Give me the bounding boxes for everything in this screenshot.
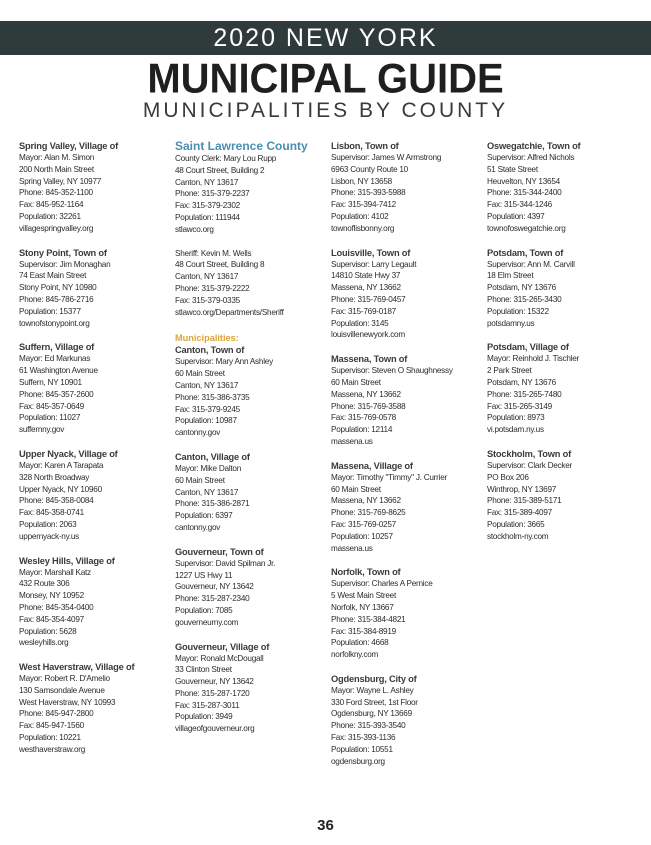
entry-line: Fax: 315-769-0257 [331,519,396,529]
banner-title: 2020 NEW YORK [213,24,438,52]
entry-line: County Clerk: Mary Lou Rupp [175,154,277,163]
entry-line: Phone: 315-393-3540 [331,721,406,731]
entry-line: Fax: 315-379-0335 [175,295,240,305]
entry-line: Phone: 845-786-2716 [19,294,94,304]
entry-line: Phone: 315-265-3430 [487,294,562,304]
entry-line: Population: 12114 [331,425,393,435]
entry-line: Phone: 315-769-3588 [331,401,406,411]
entry-line: Sheriff: Kevin M. Wells [175,248,252,258]
municipality-entry [331,353,481,448]
municipality-entry [175,641,325,736]
entry-line: cantonny.gov [175,522,221,532]
entry-line: Mayor: Mike Dalton [175,463,242,473]
entry-line: 14810 State Hwy 37 [331,271,401,281]
municipality-entry [487,448,637,543]
entry-line: 328 North Broadway [19,472,90,482]
municipality-entry [487,341,637,436]
entry-line: Population: 111944 [175,212,240,222]
municipality-name: Massena, Village of [331,460,413,471]
entry-line: 60 Main Street [331,377,381,387]
entry-line: Population: 3949 [175,712,233,722]
entry-line: massena.us [331,436,373,446]
entry-line: 130 Samsondale Avenue [19,685,105,695]
municipality-entry [487,140,637,235]
entry-line: townoflisbonny.org [331,223,395,233]
municipality-name: West Haverstraw, Village of [19,662,135,673]
municipality-entry [175,546,325,629]
entry-line: cantonny.gov [175,428,221,438]
entry-line: 51 State Street [487,164,538,174]
entry-line: 60 Main Street [175,475,225,485]
entry-line: 330 Ford Street, 1st Floor [331,697,418,707]
entry-line: Supervisor: Clark Decker [487,460,572,470]
entry-line: Phone: 315-384-4821 [331,614,406,624]
municipality-entry [175,451,325,534]
column-4 [487,140,637,555]
entry-line: Supervisor: Mary Ann Ashley [175,357,273,367]
entry-line: townofstonypoint.org [19,318,90,328]
entry-line: Phone: 315-265-7480 [487,389,562,399]
entry-line: 1227 US Hwy 11 [175,570,233,580]
entry-line: Phone: 315-344-2400 [487,188,562,198]
entry-line: Fax: 845-952-1164 [19,200,84,210]
entry-line: Supervisor: Charles A Pernice [331,579,433,589]
entry-line: Supervisor: Ann M. Carvill [487,259,575,269]
municipality-name: Suffern, Village of [19,342,95,353]
entry-line: Population: 10551 [331,744,393,754]
municipality-name: Spring Valley, Village of [19,141,119,151]
entry-line: 432 Route 306 [19,579,70,589]
municipality-name: Gouverneur, Town of [175,546,264,557]
page-number: 36 [317,817,334,834]
entry-line: vi.potsdam.ny.us [487,425,544,435]
municipality-entry [19,448,169,543]
entry-line: Fax: 315-379-9245 [175,404,240,414]
entry-line: Phone: 315-287-1720 [175,688,250,698]
entry-line: townofoswegatchie.org [487,223,566,233]
entry-line: Phone: 315-379-2222 [175,283,250,293]
entry-line: Population: 10987 [175,416,237,426]
page-subtitle: MUNICIPALITIES BY COUNTY [142,99,509,122]
entry-line: 200 North Main Street [19,164,94,174]
entry-line: Fax: 315-379-2302 [175,201,240,211]
municipality-name: Upper Nyack, Village of [19,448,118,459]
column-2 [175,140,325,747]
entry-line: Fax: 315-769-0187 [331,306,396,316]
page-title: MUNICIPAL GUIDE [147,55,504,103]
entry-line: 6963 County Route 10 [331,164,408,174]
entry-line: 74 East Main Street [19,271,87,281]
municipality-entry [19,555,169,650]
municipality-name: Massena, Town of [331,354,408,365]
municipality-name: Wesley Hills, Village of [19,555,115,566]
entry-line: 60 Main Street [331,484,381,494]
municipality-name: Canton, Town of [175,345,245,356]
entry-line: Fax: 845-354-4097 [19,614,84,624]
entry-line: Norfolk, NY 13667 [331,602,394,612]
header-banner [0,21,651,55]
entry-line: 2 Park Street [487,366,532,376]
entry-line: Canton, NY 13617 [175,272,239,282]
entry-line: villageofgouverneur.org [175,724,255,734]
municipality-entry [331,140,481,235]
entry-line: Supervisor: Alfred Nichols [487,153,575,162]
municipality-name: Stockholm, Town of [487,448,572,459]
municipality-entry [331,673,481,768]
entry-line: Stony Point, NY 10980 [19,283,97,293]
municipality-entry [19,247,169,330]
entry-line: Phone: 845-947-2800 [19,709,94,719]
entry-line: Fax: 315-393-1136 [331,733,396,743]
municipality-name: Canton, Village of [175,451,250,462]
entry-line: Winthrop, NY 13697 [487,484,557,494]
entry-line: Phone: 845-354-0400 [19,602,94,612]
entry-line: Canton, NY 13617 [175,487,239,497]
entry-line: Suffern, NY 10901 [19,377,82,387]
entry-line: stlawco.org [175,224,214,234]
entry-line: uppernyack-ny.us [19,531,80,541]
entry-line: Fax: 315-394-7412 [331,200,396,210]
entry-line: PO Box 206 [487,472,529,482]
entry-line: Gouverneur, NY 13642 [175,677,254,687]
entry-line: Lisbon, NY 13658 [331,176,392,186]
municipality-name: Gouverneur, Village of [175,641,270,652]
entry-line: Population: 10221 [19,733,81,743]
entry-line: 33 Clinton Street [175,665,232,675]
municipality-entry [19,140,169,235]
municipality-name: Louisville, Town of [331,247,411,258]
entry-line: Mayor: Wayne L. Ashley [331,685,414,695]
entry-line: Massena, NY 13662 [331,496,401,506]
entry-line: Mayor: Timothy "Timmy" J. Currier [331,472,447,482]
entry-line: Population: 8973 [487,413,545,423]
entry-line: Phone: 315-393-5988 [331,188,406,198]
entry-line: Spring Valley, NY 10977 [19,176,102,186]
entry-line: Potsdam, NY 13676 [487,283,556,293]
entry-line: Population: 15377 [19,306,81,316]
municipality-list [175,344,325,735]
entry-line: Population: 7085 [175,605,233,615]
entry-line: villagespringvalley.org [19,223,94,233]
entry-line: Potsdam, NY 13676 [487,377,556,387]
entry-line: West Haverstraw, NY 10993 [19,697,116,707]
entry-line: Fax: 845-947-1560 [19,721,84,731]
entry-line: Heuvelton, NY 13654 [487,176,560,186]
municipality-name: Norfolk, Town of [331,567,401,578]
entry-line: Supervisor: Steven O Shaughnessy [331,366,453,376]
entry-line: Ogdensburg, NY 13669 [331,709,412,719]
entry-line: Fax: 315-265-3149 [487,401,552,411]
entry-line: Fax: 315-769-0578 [331,413,396,423]
municipality-name: Lisbon, Town of [331,141,399,151]
entry-line: Fax: 315-389-4097 [487,508,552,518]
entry-line: Phone: 315-379-2237 [175,189,250,199]
entry-line: Fax: 315-384-8919 [331,626,396,636]
entry-line: potsdamny.us [487,318,535,328]
municipality-name: Potsdam, Town of [487,247,564,258]
entry-line: 48 Court Street, Building 8 [175,260,265,270]
entry-line: Supervisor: Jim Monaghan [19,259,111,269]
entry-line: Phone: 845-352-1100 [19,188,93,198]
entry-line: Fax: 845-357-0649 [19,401,84,411]
entry-line: Phone: 315-769-8625 [331,508,406,518]
entry-line: 60 Main Street [175,369,225,379]
entry-line: Phone: 315-386-3735 [175,392,250,402]
entry-line: Population: 3665 [487,519,545,529]
entry-line: Gouverneur, NY 13642 [175,582,254,592]
entry-line: westhaverstraw.org [19,744,86,754]
entry-line: stlawco.org/Departments/Sheriff [175,307,284,317]
entry-line: Population: 4102 [331,211,389,221]
column-3 [331,140,481,779]
entry-line: Phone: 315-389-5171 [487,496,562,506]
entry-line: Phone: 845-357-2600 [19,389,94,399]
entry-line: Massena, NY 13662 [331,283,401,293]
entry-line: massena.us [331,543,373,553]
municipality-entry [19,341,169,436]
municipality-name: Oswegatchie, Town of [487,141,581,151]
entry-line: Population: 15322 [487,306,549,316]
entry-line: Mayor: Ronald McDougall [175,653,264,663]
municipality-name: Ogdensburg, City of [331,673,417,684]
municipality-name: Potsdam, Village of [487,342,569,353]
entry-line: Fax: 315-344-1246 [487,200,552,210]
municipality-entry [331,566,481,661]
entry-line: Population: 32261 [19,211,81,221]
municipalities-label: Municipalities: [175,333,239,344]
entry-line: Phone: 315-386-2871 [175,499,250,509]
municipality-entry [175,344,325,439]
entry-line: suffernny.gov [19,425,65,435]
entry-line: Phone: 315-287-2340 [175,594,250,604]
entry-line: 5 West Main Street [331,591,396,601]
entry-line: Phone: 315-769-0457 [331,294,406,304]
entry-line: Population: 11027 [19,413,81,423]
entry-line: Population: 6397 [175,511,233,521]
entry-line: Upper Nyack, NY 10960 [19,484,102,494]
entry-line: Population: 10257 [331,531,393,541]
entry-line: Mayor: Robert R. D'Amelio [19,674,110,684]
entry-line: louisvillenewyork.com [331,330,405,340]
entry-line: stockholm-ny.com [487,531,549,541]
entry-line: Mayor: Alan M. Simon [19,153,95,162]
entry-line: norfolkny.com [331,650,379,660]
entry-line: Fax: 315-287-3011 [175,700,240,710]
entry-line: Population: 4397 [487,211,545,221]
entry-line: Mayor: Karen A Tarapata [19,460,104,470]
entry-line: Supervisor: Larry Legault [331,259,417,269]
entry-line: Canton, NY 13617 [175,380,239,390]
entry-line: Population: 2063 [19,519,77,529]
county-heading: Saint Lawrence County [175,139,308,153]
sheriff-block [175,248,325,319]
entry-line: Fax: 845-358-0741 [19,508,84,518]
entry-line: 18 Elm Street [487,271,534,281]
column-1 [19,140,169,768]
entry-line: Population: 4668 [331,638,389,648]
entry-line: Canton, NY 13617 [175,177,239,187]
entry-line: Monsey, NY 10952 [19,591,84,601]
entry-line: Mayor: Marshall Katz [19,567,91,577]
entry-line: 61 Washington Avenue [19,366,98,376]
entry-line: Population: 5628 [19,626,77,636]
entry-line: Population: 3145 [331,318,389,328]
county-clerk-block [175,153,325,236]
municipality-entry [331,247,481,342]
entry-line: Phone: 845-358-0084 [19,496,94,506]
entry-line: Mayor: Ed Markunas [19,354,91,364]
entry-line: Mayor: Reinhold J. Tischler [487,354,579,364]
municipality-entry [19,661,169,756]
entry-line: 48 Court Street, Building 2 [175,165,265,175]
entry-line: gouverneurny.com [175,617,239,627]
entry-line: Supervisor: David Spilman Jr. [175,558,276,568]
municipality-name: Stony Point, Town of [19,247,107,258]
entry-line: ogdensburg.org [331,756,385,766]
municipality-entry [487,247,637,330]
entry-line: Supervisor: James W Armstrong [331,153,442,162]
entry-line: Massena, NY 13662 [331,389,401,399]
municipality-entry [331,460,481,555]
entry-line: wesleyhills.org [19,638,69,648]
